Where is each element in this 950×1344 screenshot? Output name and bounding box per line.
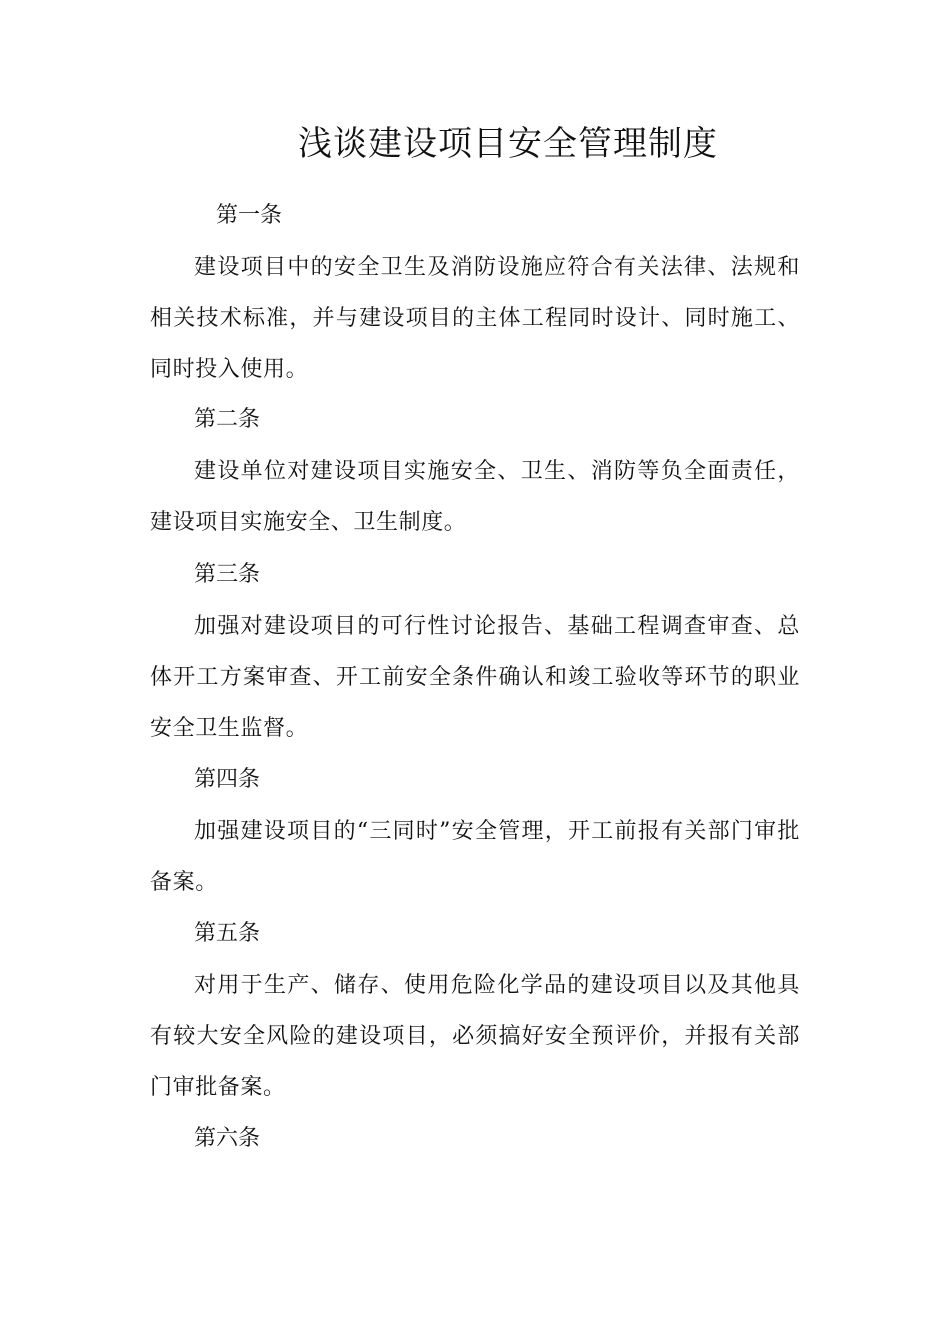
article-3-heading: 第三条 xyxy=(194,562,261,587)
article-1-heading: 第一条 xyxy=(216,203,283,228)
document-title: 浅谈建设项目安全管理制度 xyxy=(298,124,718,164)
article-5-text: 对用于生产、储存、使用危险化学品的建设项目以及其他具有较大安全风险的建设项目，必须搞好安全预评价，并报有关部门审批备案。 xyxy=(150,973,800,1100)
article-2-text: 建设单位对建设项目实施安全、卫生、消防等负全面责任，建设项目实施安全、卫生制度。 xyxy=(150,459,800,535)
article-6-heading: 第六条 xyxy=(194,1126,261,1151)
article-1-text: 建设项目中的安全卫生及消防设施应符合有关法律、法规和相关技术标准，并与建设项目的主体工程同时设计、同时施工、同时投入使用。 xyxy=(150,255,800,382)
article-2-heading: 第二条 xyxy=(194,407,261,432)
article-5-heading: 第五条 xyxy=(194,921,261,946)
article-4-text: 加强建设项目的“三同时”安全管理，开工前报有关部门审批备案。 xyxy=(150,819,800,895)
article-3-text: 加强对建设项目的可行性讨论报告、基础工程调查审查、总体开工方案审查、开工前安全条件确认和竣工验收等环节的职业安全卫生监督。 xyxy=(150,614,800,741)
article-4-heading: 第四条 xyxy=(194,767,261,792)
